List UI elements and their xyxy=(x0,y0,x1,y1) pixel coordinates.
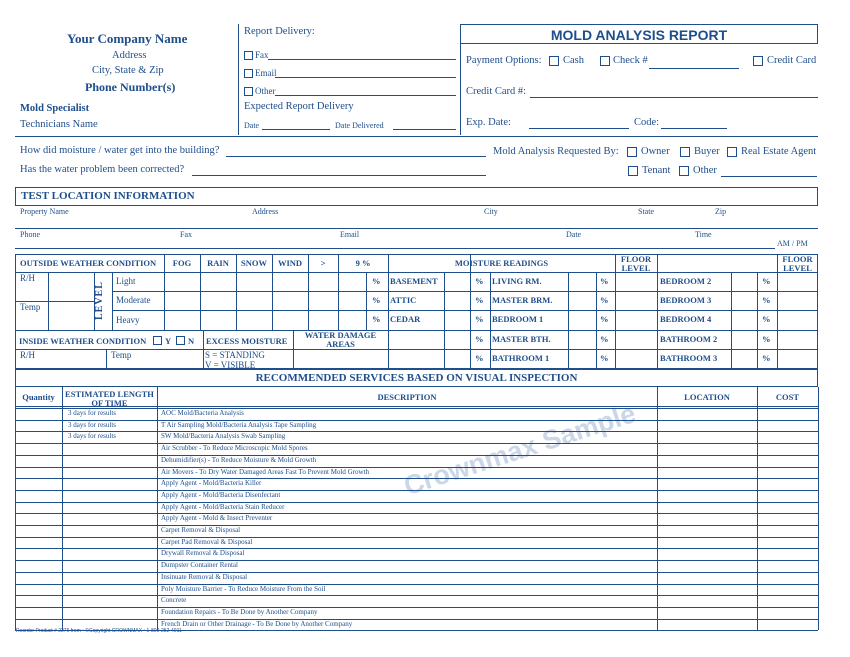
fog-label: FOG xyxy=(172,258,192,268)
other-requester-checkbox[interactable] xyxy=(679,166,689,176)
moisture-readings-label: MOISTURE READINGS xyxy=(454,258,549,268)
grid-line-v xyxy=(757,272,758,369)
city-label: City xyxy=(484,207,498,216)
grid-line-v xyxy=(818,387,819,630)
check-number-field[interactable] xyxy=(649,68,739,69)
service-description-cell: Dumpster Container Rental xyxy=(161,561,238,570)
address-label: Address xyxy=(252,207,279,216)
heavy-label: Heavy xyxy=(116,315,140,325)
inside-temp-label: Temp xyxy=(111,350,132,360)
of-time-header: OF TIME xyxy=(91,398,128,408)
exp-date-label: Exp. Date: xyxy=(466,117,511,128)
grid-line-v xyxy=(48,272,49,330)
test-location-title: TEST LOCATION INFORMATION xyxy=(21,190,195,202)
wind-label: WIND xyxy=(277,258,303,268)
grid-line-h xyxy=(15,349,388,350)
moisture-location-label: BEDROOM 4 xyxy=(660,314,712,324)
date-field[interactable] xyxy=(262,129,330,130)
buyer-label: Buyer xyxy=(694,146,720,157)
grid-line-h xyxy=(112,291,388,292)
percent-sign: % xyxy=(600,295,609,305)
report-title-box xyxy=(460,24,818,44)
cash-checkbox[interactable] xyxy=(549,56,559,66)
moisture-location-label: MASTER BTH. xyxy=(492,334,551,344)
percent-sign: % xyxy=(762,353,771,363)
grid-line-h xyxy=(112,310,388,311)
rh-label: R/H xyxy=(20,273,36,283)
exp-date-field[interactable] xyxy=(529,128,629,129)
date-delivered-label: Date Delivered xyxy=(335,121,384,130)
email-location-label: Email xyxy=(340,230,360,239)
light-label: Light xyxy=(116,276,136,286)
service-description-cell: Apply Agent - Mold & Insect Preventer xyxy=(161,514,273,523)
no-label: N xyxy=(188,336,195,346)
fax-label: Fax xyxy=(255,50,269,60)
code-label: Code: xyxy=(634,117,660,128)
email-label: Email xyxy=(255,68,277,78)
estimated-time-cell: 3 days for results xyxy=(68,420,117,429)
grid-line-v xyxy=(308,254,309,330)
report-title: MOLD ANALYSIS REPORT xyxy=(550,27,728,43)
cost-header: COST xyxy=(775,392,800,402)
grid-line-h xyxy=(15,301,94,302)
service-description-cell: Dehumidifier(s) - To Reduce Moisture & Mold Growth xyxy=(161,455,317,464)
test-location-header xyxy=(15,187,818,206)
service-description-cell: Drywall Removal & Disposal xyxy=(161,549,245,558)
company-phone: Phone Number(s) xyxy=(85,80,176,94)
service-description-cell: T Air Sampling Mold/Bacteria Analysis Tape Sampling xyxy=(161,420,317,429)
estimated-time-cell: 3 days for results xyxy=(68,432,117,441)
inside-rh-label: R/H xyxy=(20,350,36,360)
zip-label: Zip xyxy=(715,207,727,216)
table-row[interactable] xyxy=(15,513,818,525)
grid-line-h xyxy=(15,272,818,273)
grid-line-v xyxy=(388,254,389,369)
grid-line-h xyxy=(15,330,388,331)
moisture-location-label: LIVING RM. xyxy=(492,276,542,286)
table-row[interactable] xyxy=(15,595,818,607)
service-description-cell: Foundation Repairs - To Be Done by Another Company xyxy=(161,607,318,616)
table-row[interactable] xyxy=(15,420,818,432)
grid-line-v xyxy=(200,254,201,330)
moisture-location-label: MASTER BRM. xyxy=(492,295,553,305)
percent-sign: % xyxy=(475,276,484,286)
moisture-location-label: BEDROOM 2 xyxy=(660,276,712,286)
grid-line-v xyxy=(94,272,95,330)
tenant-checkbox[interactable] xyxy=(628,166,638,176)
sample-watermark: Crownmax Sample xyxy=(400,398,640,502)
greater-than-label: > xyxy=(320,258,326,268)
inside-weather-label: INSIDE WEATHER CONDITION xyxy=(19,336,147,346)
level-label: LEVEL xyxy=(94,281,105,320)
cash-label: Cash xyxy=(563,55,584,66)
service-description-cell: French Drain or Other Drainage - To Be Done by Another Company xyxy=(161,619,353,628)
grid-line-h xyxy=(388,349,818,350)
real-estate-agent-checkbox[interactable] xyxy=(727,147,737,157)
date-delivered-field[interactable] xyxy=(393,129,456,130)
snow-label: SNOW xyxy=(241,258,267,268)
table-row[interactable] xyxy=(15,548,818,560)
grid-line-h xyxy=(388,330,818,331)
table-row[interactable] xyxy=(15,478,818,490)
grid-line-v xyxy=(777,254,778,369)
grid-line-h xyxy=(388,310,818,311)
time-label: Time xyxy=(695,230,712,239)
percent-sign: % xyxy=(762,276,771,286)
moisture-location-label: CEDAR xyxy=(390,314,421,324)
credit-card-label: Credit Card xyxy=(767,55,817,66)
services-header xyxy=(15,369,818,387)
other-requester-label: Other xyxy=(693,165,717,176)
credit-card-checkbox[interactable] xyxy=(753,56,763,66)
fax-location-label: Fax xyxy=(180,230,192,239)
floor-level-label-2: FLOOR LEVEL xyxy=(782,254,813,273)
technicians-name-label: Technicians Name xyxy=(20,119,98,130)
moisture-location-label: BEDROOM 3 xyxy=(660,295,712,305)
moisture-question: How did moisture / water get into the building? xyxy=(20,145,220,156)
other-delivery-checkbox[interactable] xyxy=(244,87,253,96)
credit-card-number-label: Credit Card #: xyxy=(466,86,527,97)
grid-line-v xyxy=(272,254,273,330)
grid-line-v xyxy=(236,254,237,330)
corrected-answer-field[interactable] xyxy=(192,175,486,176)
percent-sign: % xyxy=(600,314,609,324)
table-row[interactable] xyxy=(15,431,818,443)
grid-line-v xyxy=(106,349,107,369)
quantity-header: Quantity xyxy=(22,392,55,402)
percent-sign: % xyxy=(475,295,484,305)
other-requester-field[interactable] xyxy=(721,176,817,177)
payment-options-label: Payment Options: xyxy=(466,55,542,66)
table-row[interactable] xyxy=(15,560,818,572)
table-row[interactable] xyxy=(15,455,818,467)
visible-legend: V = VISIBLE xyxy=(205,360,256,370)
grid-line-v xyxy=(112,272,113,330)
grid-line-h xyxy=(15,406,818,407)
grid-line-v xyxy=(338,254,339,330)
percent-header-label: 9 % xyxy=(355,258,371,268)
percent-sign: % xyxy=(372,276,381,286)
mold-specialist-label: Mold Specialist xyxy=(20,103,90,114)
grid-line-v xyxy=(293,330,294,369)
yes-label: Y xyxy=(165,336,172,346)
standing-legend: S = STANDING xyxy=(205,350,265,360)
grid-line-v xyxy=(657,254,658,369)
percent-sign: % xyxy=(475,314,484,324)
table-row[interactable] xyxy=(15,408,818,420)
water-damage-areas-label: WATER DAMAGE AREAS xyxy=(304,330,377,349)
other-delivery-field[interactable] xyxy=(275,95,456,96)
requested-by-label: Mold Analysis Requested By: xyxy=(493,146,619,157)
phone-label: Phone xyxy=(20,230,40,239)
moisture-location-label: ATTIC xyxy=(390,295,417,305)
grid-line-v xyxy=(615,254,616,369)
property-row-field[interactable] xyxy=(15,228,818,229)
credit-card-number-field[interactable] xyxy=(530,97,818,98)
grid-line-v xyxy=(470,254,471,369)
service-description-cell: Concrete xyxy=(161,596,187,605)
percent-sign: % xyxy=(372,314,381,324)
table-row[interactable] xyxy=(15,467,818,479)
services-title: RECOMMENDED SERVICES BASED ON VISUAL INSPECTION xyxy=(255,372,578,384)
percent-sign: % xyxy=(475,334,484,344)
percent-sign: % xyxy=(762,314,771,324)
floor-level-label: FLOOR LEVEL xyxy=(620,254,652,273)
table-row[interactable] xyxy=(15,619,818,631)
moisture-location-label: BATHROOM 2 xyxy=(660,334,718,344)
percent-sign: % xyxy=(372,295,381,305)
moisture-location-label: BEDROOM 1 xyxy=(492,314,544,324)
corrected-question: Has the water problem been corrected? xyxy=(20,164,185,175)
date-label: Date xyxy=(244,121,260,130)
other-delivery-label: Other xyxy=(255,86,276,96)
table-row[interactable] xyxy=(15,537,818,549)
table-row[interactable] xyxy=(15,502,818,514)
percent-sign: % xyxy=(600,276,609,286)
grid-line-v xyxy=(568,272,569,369)
excess-moisture-label: EXCESS MOISTURE xyxy=(206,336,288,346)
service-description-cell: Apply Agent - Mold/Bacteria Disenfectant xyxy=(161,490,281,499)
check-label: Check # xyxy=(613,55,648,66)
location-header: LOCATION xyxy=(684,392,730,402)
fax-field[interactable] xyxy=(268,59,456,60)
service-description-cell: SW Mold/Bacteria Analysis Swab Sampling xyxy=(161,432,286,441)
expected-delivery-label: Expected Report Delivery xyxy=(244,101,354,112)
fax-checkbox[interactable] xyxy=(244,51,253,60)
owner-label: Owner xyxy=(641,146,670,157)
grid-line-v xyxy=(596,272,597,369)
percent-sign: % xyxy=(762,295,771,305)
table-row[interactable] xyxy=(15,607,818,619)
service-description-cell: Carpet Removal & Disposal xyxy=(161,526,241,534)
footer-text: Reorder Product # 2276 from • ©Copyright CROWNMAX • 1-800-252-4011 xyxy=(16,628,182,634)
estimated-time-cell: 3 days for results xyxy=(68,409,117,417)
service-description-cell: Carpet Pad Removal & Disposal xyxy=(161,537,253,546)
report-delivery-title: Report Delivery: xyxy=(244,26,315,37)
contact-row-field[interactable] xyxy=(15,248,775,249)
percent-sign: % xyxy=(600,334,609,344)
service-description-cell: Air Scrubber - To Reduce Microscopic Mold Spores xyxy=(161,444,308,453)
company-city: City, State & Zip xyxy=(92,65,164,76)
date-location-label: Date xyxy=(566,230,582,239)
grid-line-v xyxy=(164,254,165,330)
state-label: State xyxy=(638,207,654,216)
service-description-cell: Air Movers - To Dry Water Damaged Areas Fast To Prevent Mold Growth xyxy=(161,467,370,476)
service-description-cell: Poly Moisture Barrier - To Reduce Moisture From the Soil xyxy=(161,584,326,593)
grid-line-v xyxy=(490,272,491,369)
percent-sign: % xyxy=(475,353,484,363)
moisture-location-label: BATHROOM 1 xyxy=(492,353,550,363)
real-estate-agent-label: Real Estate Agent xyxy=(741,146,817,157)
service-description-cell: Apply Agent - Mold/Bacteria Stain Reducer xyxy=(161,502,285,511)
service-description-cell: Insinuate Removal & Disposal xyxy=(161,572,248,581)
grid-line-v xyxy=(731,272,732,369)
description-header: DESCRIPTION xyxy=(377,392,437,402)
buyer-checkbox[interactable] xyxy=(680,147,690,157)
grid-line-h xyxy=(15,630,818,631)
grid-line-v xyxy=(203,330,204,369)
moisture-answer-field[interactable] xyxy=(226,156,486,157)
grid-line-v xyxy=(366,272,367,330)
am-pm-label: AM / PM xyxy=(777,239,808,248)
table-row[interactable] xyxy=(15,490,818,502)
table-row[interactable] xyxy=(15,443,818,455)
grid-line-h xyxy=(388,291,818,292)
estimated-length-header: ESTIMATED LENGTH xyxy=(65,389,154,399)
owner-checkbox[interactable] xyxy=(627,147,637,157)
service-description-cell: AOC Mold/Bacteria Analysis xyxy=(161,409,244,417)
table-row[interactable] xyxy=(15,572,818,584)
rain-label: RAIN xyxy=(207,258,229,268)
temp-label: Temp xyxy=(20,302,41,312)
percent-sign: % xyxy=(600,353,609,363)
property-name-label: Property Name xyxy=(20,207,69,216)
percent-sign: % xyxy=(762,334,771,344)
table-row[interactable] xyxy=(15,584,818,596)
service-description-cell: Apply Agent - Mold/Bacteria Killer xyxy=(161,479,262,488)
email-checkbox[interactable] xyxy=(244,69,253,78)
outside-weather-label: OUTSIDE WEATHER CONDITION xyxy=(20,258,157,268)
email-field[interactable] xyxy=(275,77,456,78)
company-address: Address xyxy=(112,50,147,61)
grid-line-v xyxy=(444,272,445,369)
company-name: Your Company Name xyxy=(67,31,188,46)
moderate-label: Moderate xyxy=(116,295,151,305)
moisture-location-label: BATHROOM 3 xyxy=(660,353,718,363)
table-row[interactable] xyxy=(15,525,818,537)
moisture-location-label: BASEMENT xyxy=(390,276,438,286)
tenant-label: Tenant xyxy=(642,165,671,176)
code-field[interactable] xyxy=(661,128,727,129)
check-checkbox[interactable] xyxy=(600,56,610,66)
